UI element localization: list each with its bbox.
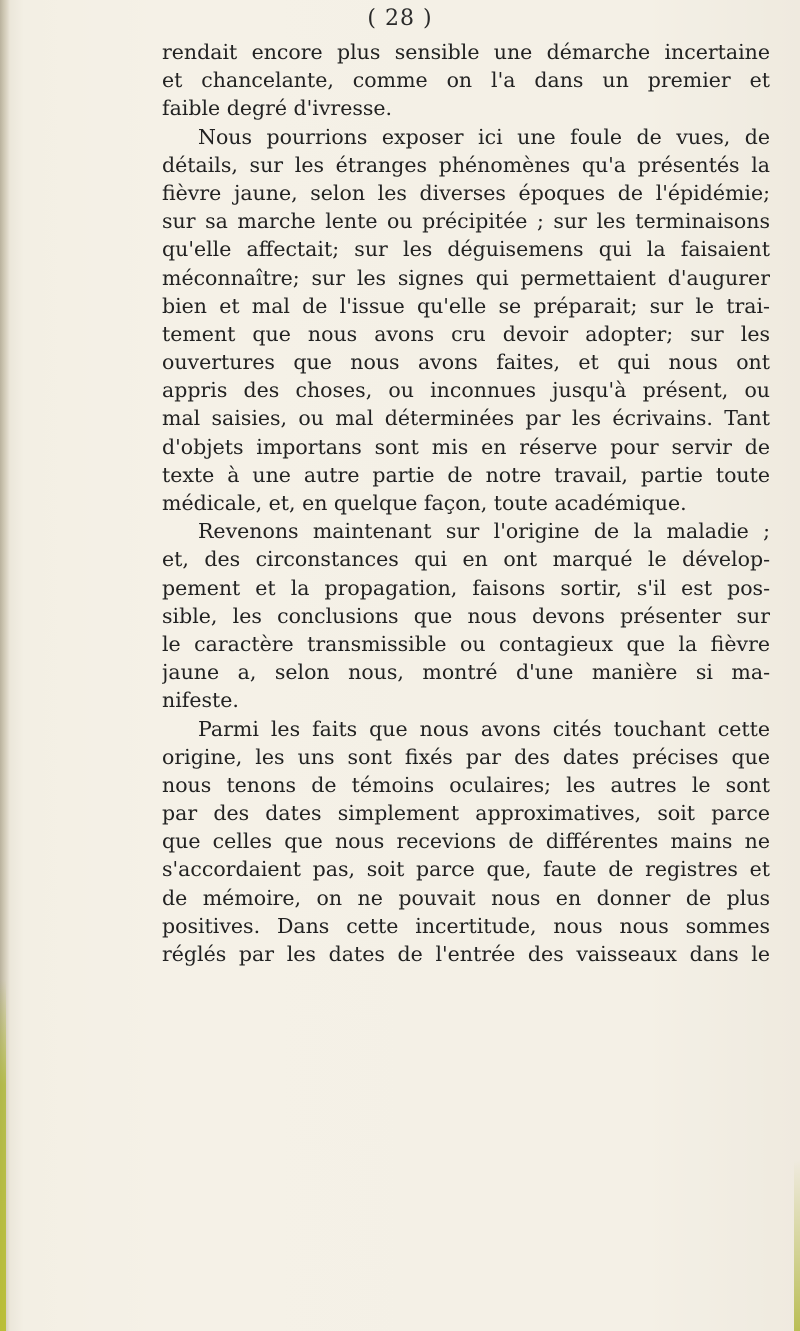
page-edge-mark — [794, 1160, 800, 1331]
text-line: tement que nous avons cru devoir adopter; sur les — [162, 321, 770, 346]
text-line: et, des circonstances qui en ont marqué le dévelop- — [162, 547, 770, 572]
text-line: mal saisies, ou mal déterminées par les écrivains. Tant — [162, 406, 770, 431]
text-line: rendait encore plus sensible une démarche incertaine — [162, 40, 770, 64]
text-line: nifeste. — [162, 688, 239, 713]
text-line: origine, les uns sont fixés par des dates précises que — [162, 744, 770, 769]
text-line: méconnaître; sur les signes qui permettaient d'augurer — [162, 265, 770, 290]
text-line: sible, les conclusions que nous devons présenter sur — [162, 603, 770, 628]
page-number: ( 28 ) — [367, 6, 433, 31]
text-line: de mémoire, on ne pouvait nous en donner de plus — [162, 885, 770, 910]
text-line: texte à une autre partie de notre travail, partie toute — [162, 462, 770, 487]
text-line: Nous pourrions exposer ici une foule de vues, de — [198, 124, 770, 149]
text-line: le caractère transmissible ou contagieux que la fièvre — [162, 631, 770, 656]
text-line: détails, sur les étranges phénomènes qu'a présentés la — [162, 152, 770, 177]
text-line: sur sa marche lente ou précipitée ; sur les terminaisons — [162, 209, 770, 234]
page-edge-stain — [0, 980, 6, 1331]
text-line: d'objets importans sont mis en réserve pour servir de — [162, 434, 770, 459]
text-line: et chancelante, comme on l'a dans un premier et — [162, 68, 770, 93]
text-line: qu'elle affectait; sur les déguisemens qui la faisaient — [162, 237, 770, 262]
text-line: par des dates simplement approximatives, soit parce — [162, 801, 770, 826]
text-line: appris des choses, ou inconnues jusqu'à présent, ou — [162, 378, 770, 403]
text-line: médicale, et, en quelque façon, toute académique. — [162, 491, 687, 515]
text-line: fièvre jaune, selon les diverses époques de l'épidémie; — [162, 180, 770, 205]
body-text — [162, 38, 770, 968]
text-line: réglés par les dates de l'entrée des vaisseaux dans le — [162, 942, 770, 966]
text-line: faible degré d'ivresse. — [162, 96, 393, 121]
text-line: pement et la propagation, faisons sortir, s'il est pos- — [162, 575, 770, 600]
text-line: Parmi les faits que nous avons cités touchant cette — [198, 716, 770, 741]
text-line: bien et mal de l'issue qu'elle se préparait; sur le trai- — [162, 293, 770, 318]
text-line: ouvertures que nous avons faites, et qui nous ont — [162, 350, 770, 375]
text-line: que celles que nous recevions de différentes mains ne — [162, 829, 770, 854]
text-line: Revenons maintenant sur l'origine de la maladie ; — [198, 519, 770, 544]
text-line: positives. Dans cette incertitude, nous nous sommes — [162, 913, 770, 938]
text-line: jaune a, selon nous, montré d'une manière si ma- — [162, 660, 770, 685]
text-line: nous tenons de témoins oculaires; les autres le sont — [162, 772, 770, 797]
text-line: s'accordaient pas, soit parce que, faute de registres et — [162, 857, 770, 882]
